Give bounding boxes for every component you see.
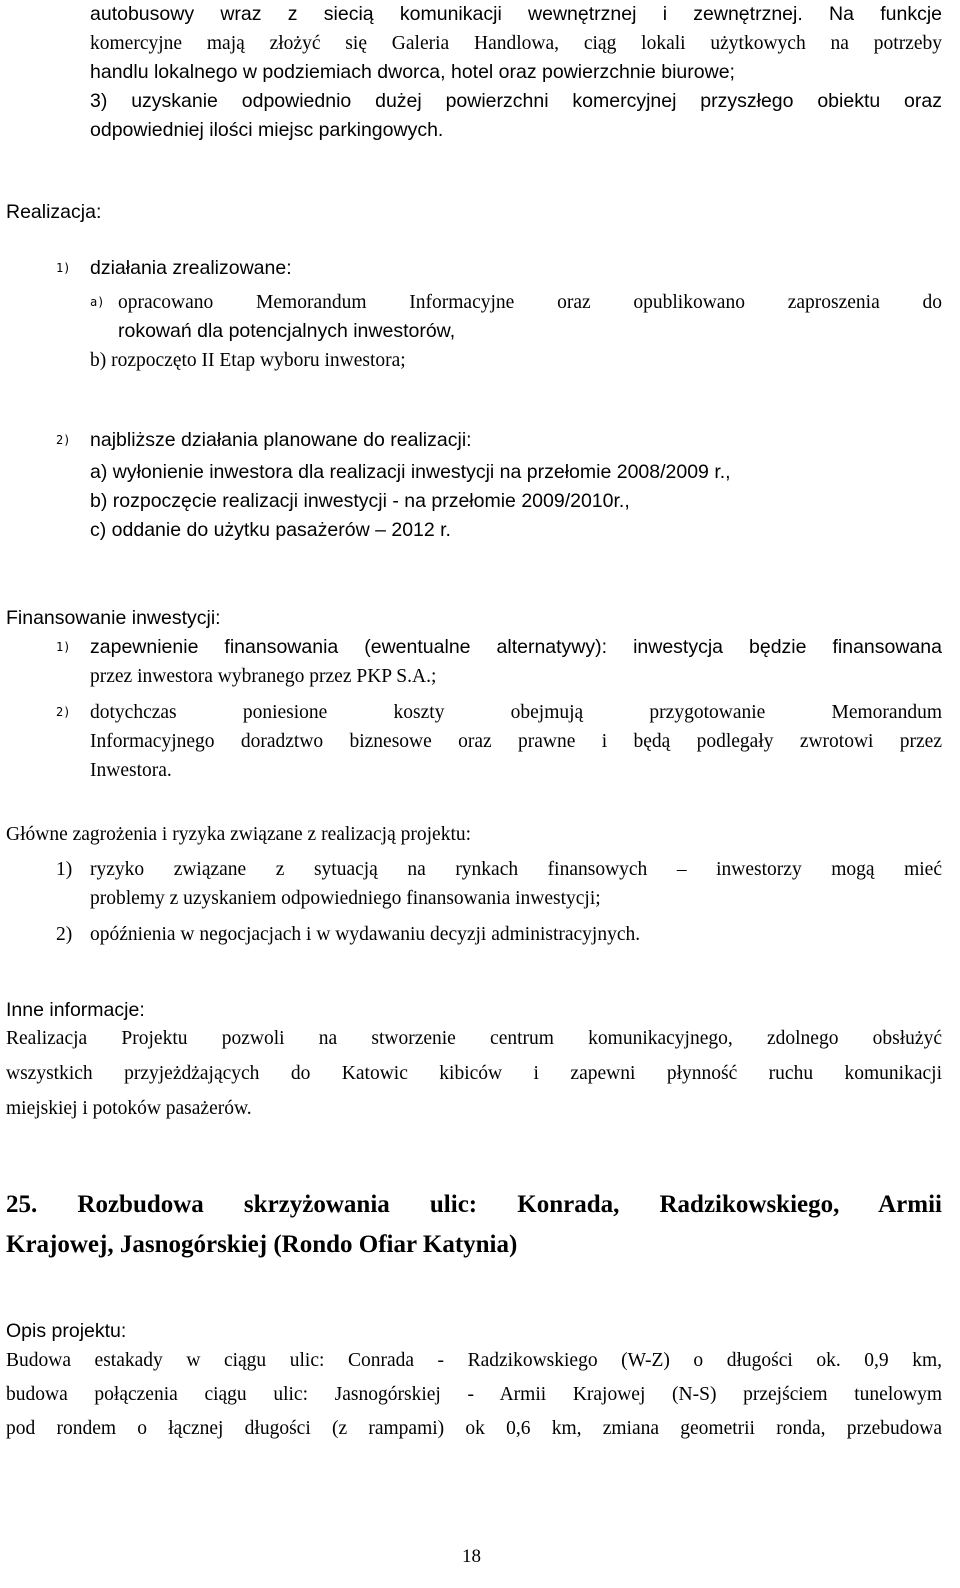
intro-line: komercyjne mają złożyć się Galeria Handlowa, ciąg lokali użytkowych na potrzeby xyxy=(90,33,942,54)
intro-line: 3) uzyskanie odpowiednio dużej powierzchni komercyjnej przyszłego obiektu oraz xyxy=(90,90,942,112)
intro-paragraph xyxy=(90,0,942,87)
list-text: opóźnienia w negocjacjach i w wydawaniu decyzji administracyjnych. xyxy=(90,924,641,945)
list-text: c) oddanie do użytku pasażerów – 2012 r. xyxy=(90,519,451,541)
list-number: 1) xyxy=(56,640,71,654)
zagrozenia-item-2 xyxy=(56,920,942,949)
list-text: opracowano Memorandum Informacyjne oraz opublikowano zaproszenia do xyxy=(118,292,942,313)
intro-line: odpowiedniej ilości miejsc parkingowych. xyxy=(90,119,444,141)
list-text: zapewnienie finansowania (ewentualne alternatywy): inwestycja będzie finansowana xyxy=(90,636,942,658)
list-text: Inwestora. xyxy=(90,760,172,781)
section-25-title-line1: 25. Rozbudowa skrzyżowania ulic: Konrada, Radzikowskiego, Armii xyxy=(6,1191,942,1218)
list-text: problemy z uzyskaniem odpowiedniego finansowania inwestycji; xyxy=(90,888,601,909)
list-number: 2) xyxy=(56,924,73,945)
section-heading-inne: Inne informacje: xyxy=(6,999,145,1021)
inne-paragraph xyxy=(6,1024,942,1123)
paragraph-line: pod rondem o łącznej długości (z rampami) ok 0,6 km, zmiana geometrii ronda, przebudowa xyxy=(6,1418,942,1439)
paragraph-line: wszystkich przyjeżdżających do Katowic kibiców i zapewni płynność ruchu komunikacji xyxy=(6,1063,942,1084)
paragraph-line: budowa połączenia ciągu ulic: Jasnogórskiej - Armii Krajowej (N-S) przejściem tunelowym xyxy=(6,1384,942,1405)
realizacja-item-2-sublist xyxy=(90,458,942,545)
list-text: ryzyko związane z sytuacją na rynkach finansowych – inwestorzy mogą mieć xyxy=(90,859,942,880)
list-number: 2) xyxy=(56,433,71,447)
section-heading-opis: Opis projektu: xyxy=(6,1320,127,1342)
section-25-title-line2: Krajowej, Jasnogórskiej (Rondo Ofiar Katynia) xyxy=(6,1231,518,1258)
realizacja-item-2 xyxy=(56,426,942,455)
opis-paragraph xyxy=(6,1346,942,1443)
section-heading-realizacja: Realizacja: xyxy=(6,201,102,223)
list-number: 2) xyxy=(56,705,71,719)
list-letter: a) xyxy=(90,295,105,309)
intro-line: autobusowy wraz z siecią komunikacji wewnętrznej i zewnętrznej. Na funkcje xyxy=(90,3,942,25)
list-number: 1) xyxy=(56,859,73,880)
finansowanie-item-1 xyxy=(56,633,942,691)
zagrozenia-item-1 xyxy=(56,855,942,913)
intro-line: handlu lokalnego w podziemiach dworca, hotel oraz powierzchnie biurowe; xyxy=(90,61,735,83)
list-text: przez inwestora wybranego przez PKP S.A.; xyxy=(90,666,437,687)
list-text: najbliższe działania planowane do realizacji: xyxy=(90,429,472,451)
section-heading-finansowanie: Finansowanie inwestycji: xyxy=(6,607,221,629)
finansowanie-item-2 xyxy=(56,698,942,785)
list-text: b) rozpoczęto II Etap wyboru inwestora; xyxy=(90,350,406,371)
page-number: 18 xyxy=(462,1546,481,1567)
paragraph-line: Realizacja Projektu pozwoli na stworzenie centrum komunikacyjnego, zdolnego obsłużyć xyxy=(6,1028,942,1049)
paragraph-line: miejskiej i potoków pasażerów. xyxy=(6,1098,252,1119)
paragraph-line: Budowa estakady w ciągu ulic: Conrada - Radzikowskiego (W-Z) o długości ok. 0,9 km, xyxy=(6,1350,942,1371)
list-text: b) rozpoczęcie realizacji inwestycji - na przełomie 2009/2010r., xyxy=(90,490,630,512)
list-number: 1) xyxy=(56,261,71,275)
realizacja-item-1a xyxy=(90,288,942,375)
list-text: rokowań dla potencjalnych inwestorów, xyxy=(118,320,456,342)
list-text: a) wyłonienie inwestora dla realizacji inwestycji na przełomie 2008/2009 r., xyxy=(90,461,731,483)
list-text: dotychczas poniesione koszty obejmują przygotowanie Memorandum xyxy=(90,702,942,723)
list-text: działania zrealizowane: xyxy=(90,257,292,279)
realizacja-item-1 xyxy=(56,254,942,283)
intro-item-3 xyxy=(90,87,942,145)
section-heading-zagrozenia: Główne zagrożenia i ryzyka związane z realizacją projektu: xyxy=(6,824,472,845)
list-text: Informacyjnego doradztwo biznesowe oraz prawne i będą podlegały zwrotowi przez xyxy=(90,731,942,752)
